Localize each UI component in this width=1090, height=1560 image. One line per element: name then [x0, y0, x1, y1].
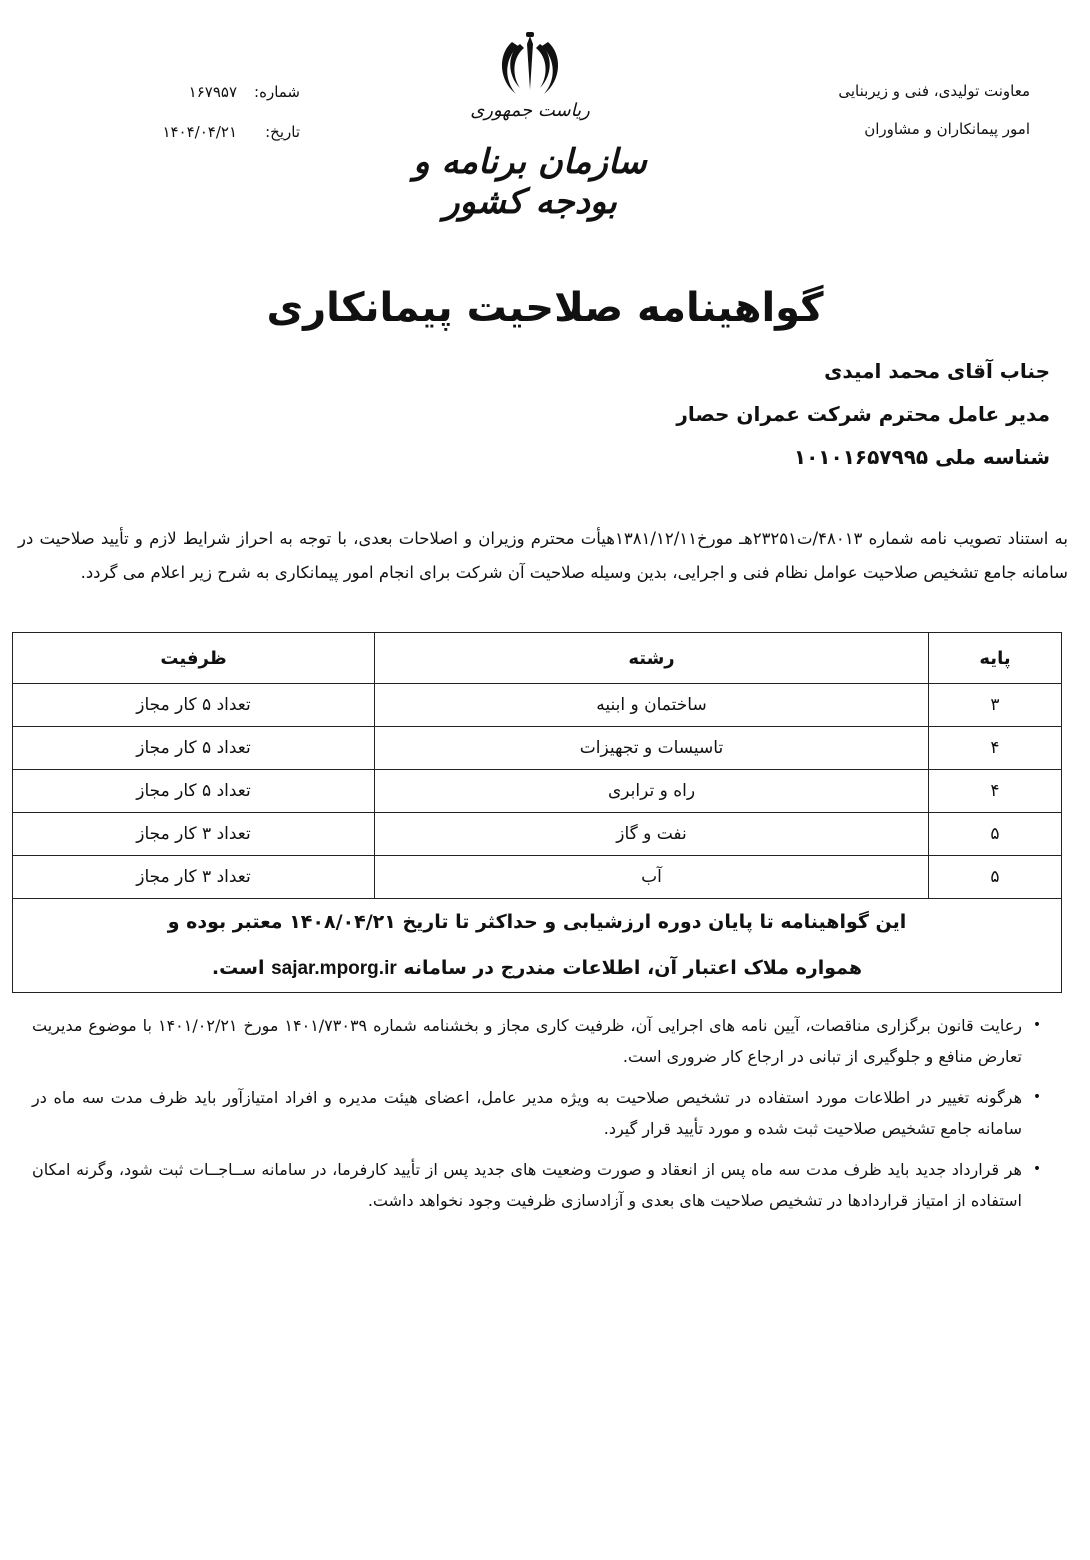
cell-field: راه و ترابری: [375, 770, 929, 813]
reference-block: [100, 72, 300, 152]
department-line-1: معاونت تولیدی، فنی و زیربنایی: [838, 82, 1030, 100]
iran-emblem-icon: [490, 30, 570, 100]
document-title: گواهینامه صلاحیت پیمانکاری: [266, 285, 824, 331]
table-row: [13, 684, 1062, 727]
validity-line-1: این گواهینامه تا پایان دوره ارزشیابی و حداکثر تا تاریخ ۱۴۰۸/۰۴/۲۱ معتبر بوده و: [167, 911, 907, 933]
cell-field: آب: [375, 856, 929, 899]
header-base: پایه: [929, 633, 1062, 684]
cell-capacity: تعداد ۳ کار مجاز: [13, 813, 375, 856]
addressee-block: [250, 350, 1050, 479]
header-field: رشته: [375, 633, 929, 684]
addressee-position: مدیر عامل محترم شرکت عمران حصار: [676, 402, 1050, 426]
date-label: تاریخ:: [265, 123, 300, 141]
bullet-icon: •: [1032, 1161, 1042, 1177]
department-block: [730, 72, 1030, 148]
note-text: هر قرارداد جدید باید ظرف مدت سه ماه پس از انعقاد و صورت وضعیت های جدید پس از تأیید کارفرما، در سامانه ســاجــات ثبت شود، وگرنه امکان استفاده از امتیاز قراردادها در تشخیص صلاحیت های بعدی و آزادسازی ظرفیت وجود نخواهد داشت.: [32, 1160, 1022, 1210]
header-capacity: ظرفیت: [13, 633, 375, 684]
cell-base: ۵: [929, 856, 1062, 899]
table-row: [13, 856, 1062, 899]
cell-capacity: تعداد ۵ کار مجاز: [13, 684, 375, 727]
cell-capacity: تعداد ۵ کار مجاز: [13, 770, 375, 813]
table-row: [13, 813, 1062, 856]
cell-base: ۵: [929, 813, 1062, 856]
national-id: شناسه ملی ۱۰۱۰۱۶۵۷۹۹۵: [793, 445, 1050, 469]
bullet-icon: •: [1032, 1017, 1042, 1033]
intro-paragraph: به استناد تصویب نامه شماره ۴۸۰۱۳/ت۲۳۲۵۱هـ مورخ۱۳۸۱/۱۲/۱۱هیأت محترم وزیران و اصلاحات بعدی، با توجه به احراز شرایط لازم و تأیید صلاحیت در سامانه جامع تشخیص صلاحیت عوامل نظام فنی و اجرایی، بدین وسیله صلاحیت آن شرکت برای انجام امور پیمانکاری به شرح زیر اعلام می گردد.: [18, 529, 1068, 582]
note-text: هرگونه تغییر در اطلاعات مورد استفاده در تشخیص صلاحیت به ویژه مدیر عامل، اعضای هیئت مدیره و افراد امتیازآور باید ظرف مدت سه ماه در سامانه جامع تشخیص صلاحیت ثبت شده و مورد تأیید قرار گیرد.: [32, 1088, 1022, 1138]
note-text: رعایت قانون برگزاری مناقصات، آیین نامه های اجرایی آن، ظرفیت کاری مجاز و بخشنامه شماره ۱۴۰۱/۷۳۰۳۹ مورخ ۱۴۰۱/۰۲/۲۱ با موضوع مدیریت تعارض منافع و جلوگیری از تبانی در ارجاع کار ضروری است.: [32, 1016, 1023, 1066]
cell-base: ۳: [929, 684, 1062, 727]
validity-line-2: [13, 945, 1061, 992]
cell-field: نفت و گاز: [375, 813, 929, 856]
validity-row: [13, 899, 1062, 993]
number-value: ۱۶۷۹۵۷: [188, 83, 237, 101]
presidency-text: ریاست جمهوری: [470, 100, 590, 121]
bullet-icon: •: [1032, 1089, 1042, 1105]
table-row: [13, 770, 1062, 813]
notes-list: [32, 1010, 1052, 1226]
date-row: [100, 112, 300, 152]
cell-field: ساختمان و ابنیه: [375, 684, 929, 727]
cell-field: تاسیسات و تجهیزات: [375, 727, 929, 770]
cell-capacity: تعداد ۳ کار مجاز: [13, 856, 375, 899]
qualification-table: [12, 632, 1062, 993]
list-item: [32, 1010, 1052, 1072]
validity-line-2-text: همواره ملاک اعتبار آن، اطلاعات مندرج در سامانه: [403, 957, 863, 979]
cell-base: ۴: [929, 727, 1062, 770]
validity-cell: [13, 899, 1062, 993]
date-value: ۱۴۰۴/۰۴/۲۱: [162, 123, 237, 141]
table-header-row: [13, 633, 1062, 684]
list-item: [32, 1154, 1052, 1216]
cell-base: ۴: [929, 770, 1062, 813]
addressee-name: جناب آقای محمد امیدی: [824, 359, 1050, 383]
list-item: [32, 1082, 1052, 1144]
cell-capacity: تعداد ۵ کار مجاز: [13, 727, 375, 770]
organization-name: سازمان برنامه و بودجه کشور: [413, 142, 647, 222]
number-label: شماره:: [254, 83, 300, 101]
department-line-2: امور پیمانکاران و مشاوران: [864, 120, 1030, 138]
sajar-url-link[interactable]: sajar.mporg.ir: [271, 958, 397, 979]
table-row: [13, 727, 1062, 770]
number-row: [100, 72, 300, 112]
validity-line-2-end: است.: [211, 957, 265, 979]
